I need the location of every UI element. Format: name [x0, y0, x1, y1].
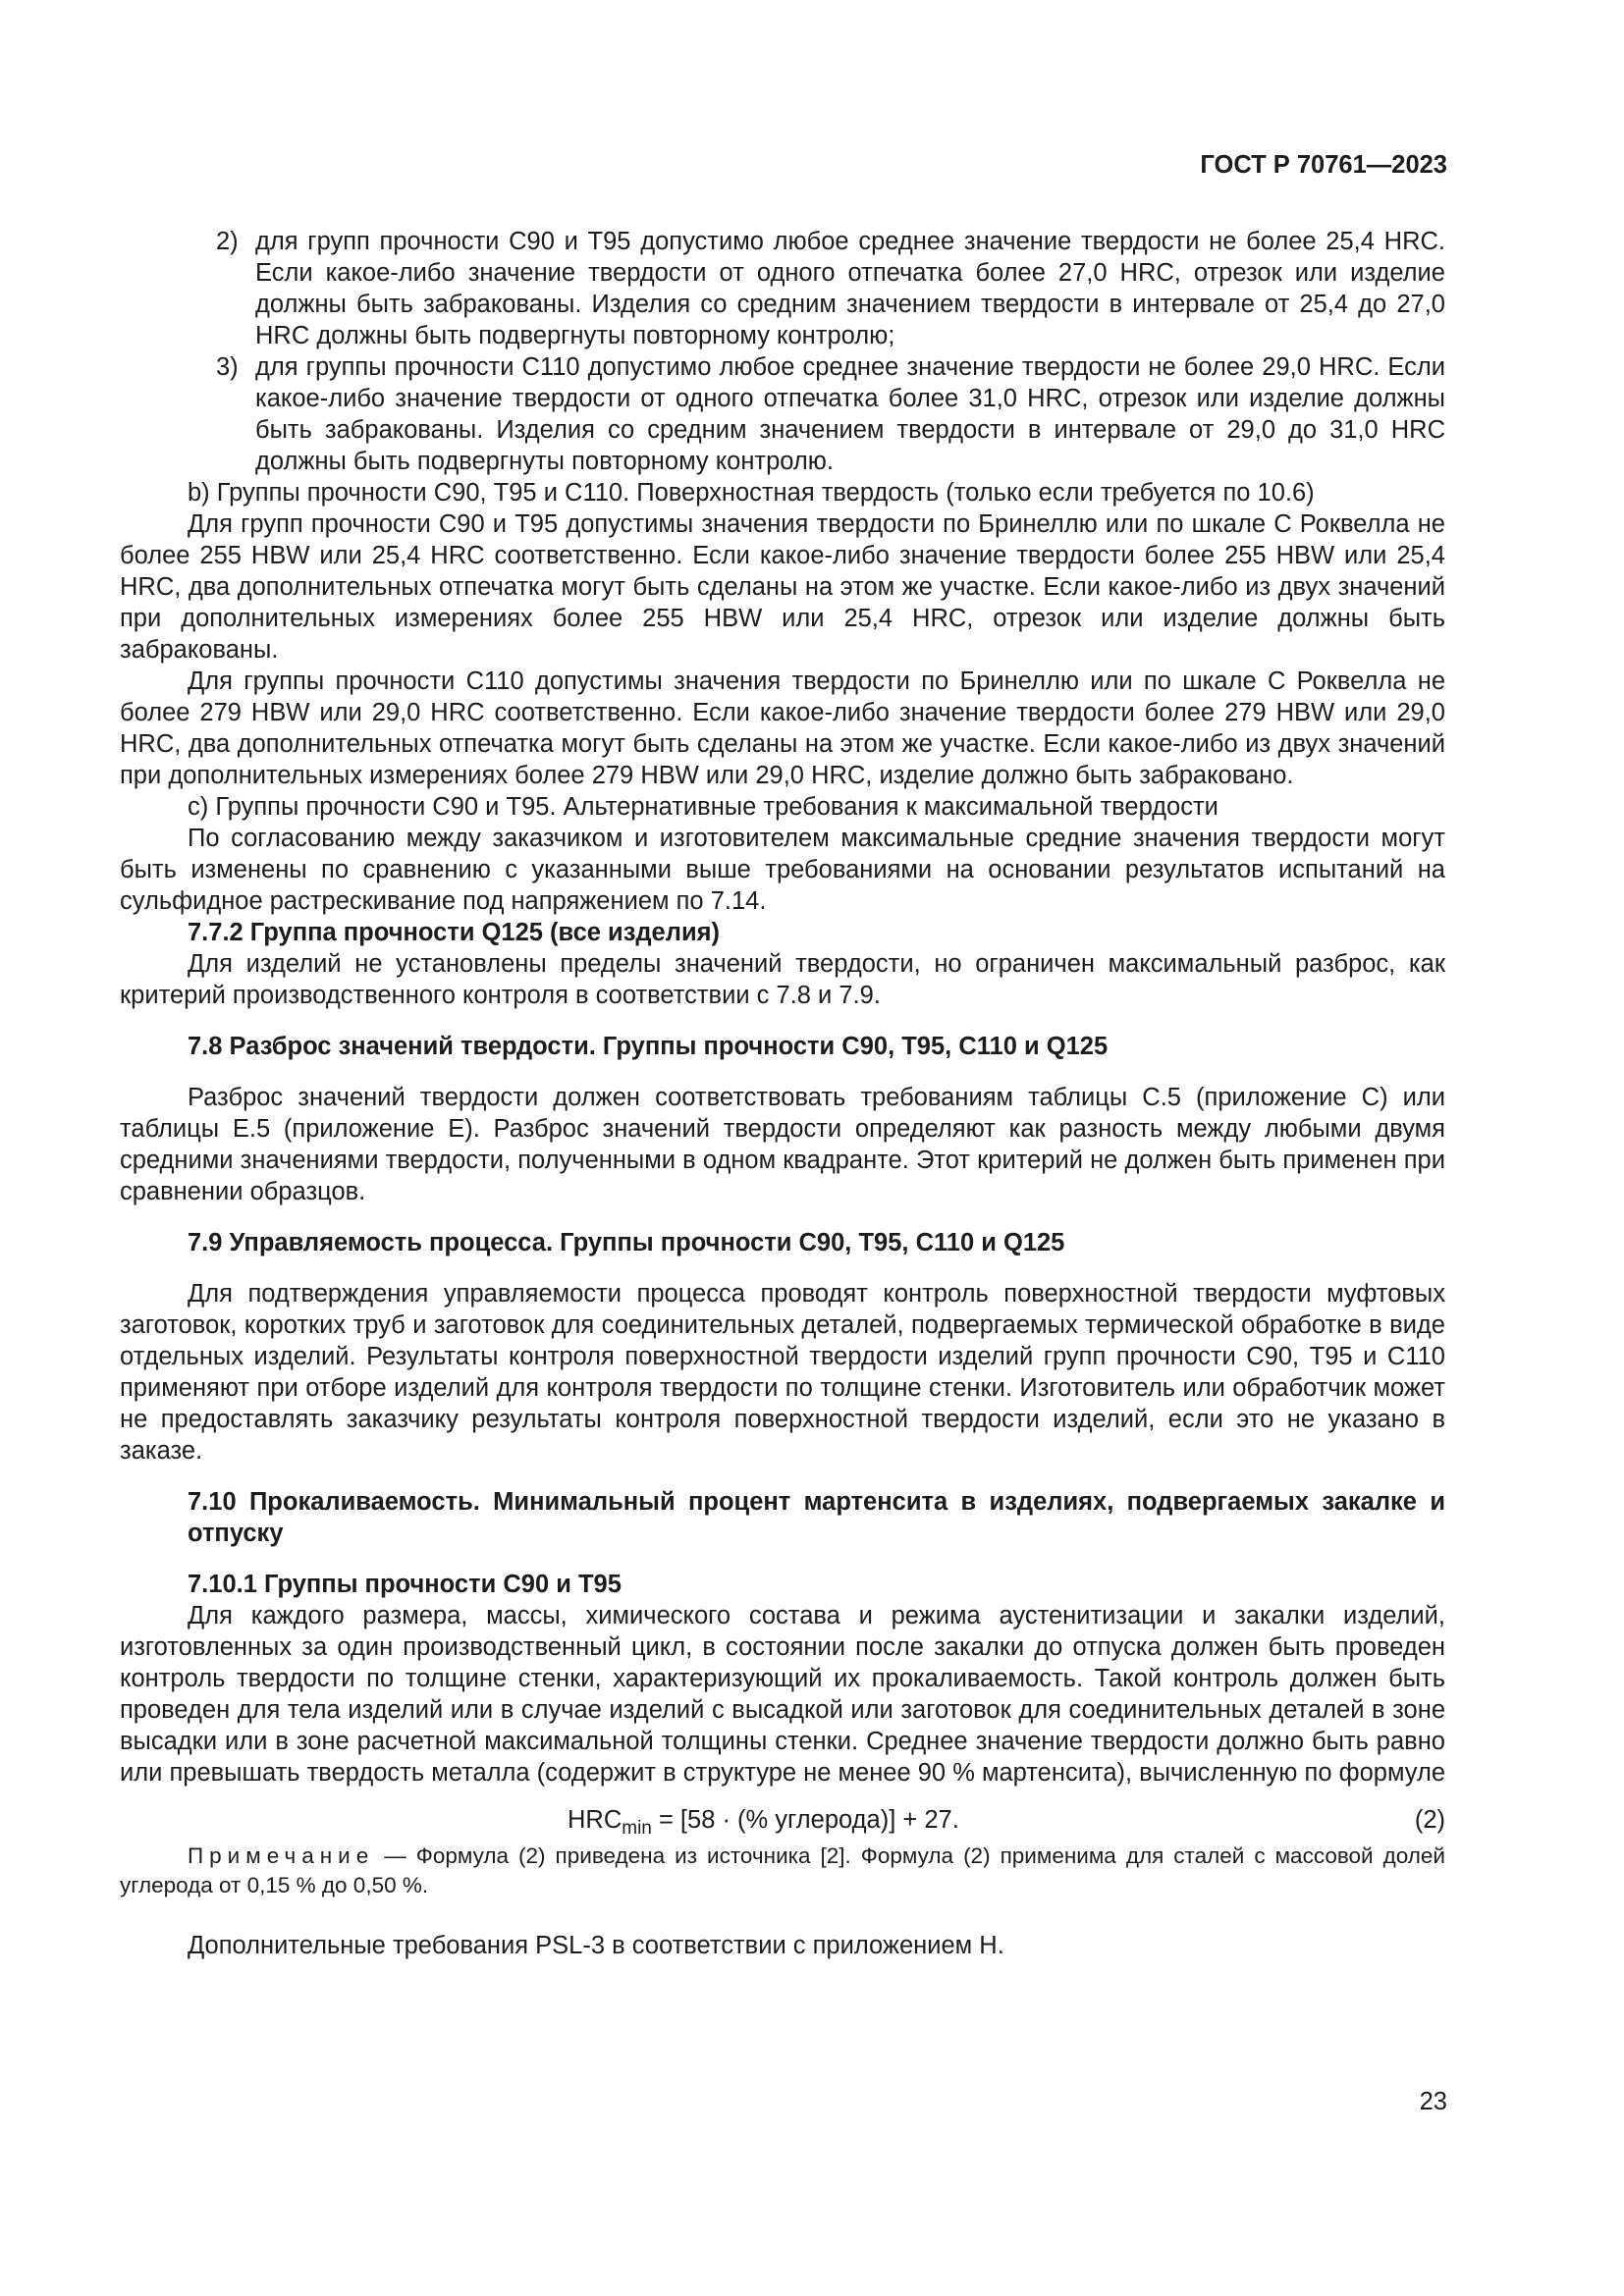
formula-subscript: min [622, 1818, 652, 1839]
paragraph-b1: Для групп прочности С90 и Т95 допустимы значения твердости по Бринеллю или по шкале С Роквелла не более 255 HBW или 25,4 HRC соответственно. Если какое-либо значение твердости более 255 HBW или 25,4 HRC, два дополнительных отпечатка могут быть сделаны на этом же участке. Если какое-либо из двух значений при дополнительных измерениях более 255 HBW или 25,4 HRC, отрезок или изделие должны быть забракованы. [120, 510, 1445, 664]
note-text: — Формула (2) приведена из источника [2]. Формула (2) применима для сталей с массовой долей углерода от 0,15 % до 0,50 %. [120, 1843, 1445, 1897]
list-item [120, 226, 1445, 351]
page-number: 23 [1419, 2088, 1447, 2115]
section-heading-7-10-1: 7.10.1 Группы прочности С90 и Т95 [188, 1571, 622, 1598]
paragraph-7-10-1: Для каждого размера, массы, химического состава и режима аустенитизации и закалки изделий, изготовленных за один производственный цикл, в состоянии после закалки до отпуска должен быть проведен контроль твердости по толщине стенки, характеризующий их прокаливаемость. Такой контроль должен быть проведен для тела изделий или в случае изделий с высадкой или заготовок для соединительных деталей в зоне высадки или в зоне расчетной максимальной толщины стенки. Среднее значение твердости должно быть равно или превышать твердость металла (содержит в структуре не менее 90 % мартенсита), вычисленную по формуле [120, 1602, 1446, 1787]
formula-lhs: HRC [568, 1806, 623, 1834]
paragraph-b2: Для группы прочности С110 допустимы значения твердости по Бринеллю или по шкале С Роквелла не более 279 HBW или 29,0 HRC соответственно. Если какое-либо значение твердости более 279 HBW или 29,0 HRC, два дополнительных отпечатка могут быть сделаны на этом же участке. Если какое-либо из двух значений при дополнительных измерениях более 279 HBW или 29,0 HRC, изделие должно быть забраковано. [120, 667, 1445, 789]
paragraph-7-9: Для подтверждения управляемости процесса проводят контроль поверхностной твердости муфтовых заготовок, коротких труб и заготовок для соединительных деталей, подвергаемых термической обработке в виде отдельных изделий. Результаты контроля поверхностной твердости изделий групп прочности С90, Т95 и С110 применяют при отборе изделий для контроля твердости по толщине стенки. Изготовитель или обработчик может не предоставлять заказчику результаты контроля поверхностной твердости изделий, если это не указано в заказе. [120, 1280, 1445, 1465]
note [120, 1842, 1445, 1900]
document-header: ГОСТ Р 70761—2023 [1200, 151, 1447, 179]
paragraph-7-7-2: Для изделий не установлены пределы значений твердости, но ограничен максимальный разброс, как критерий производственного контроля в соответствии с 7.8 и 7.9. [120, 950, 1445, 1009]
subitem-c-heading: c) Группы прочности С90 и Т95. Альтернативные требования к максимальной твердости [188, 793, 1218, 821]
formula-number: (2) [1414, 1806, 1445, 1834]
section-heading-7-8: 7.8 Разброс значений твердости. Группы прочности С90, Т95, С110 и Q125 [188, 1033, 1109, 1060]
section-heading-7-9: 7.9 Управляемость процесса. Группы прочности С90, Т95, С110 и Q125 [188, 1229, 1065, 1256]
list-item-text: для группы прочности С110 допустимо любое среднее значение твердости не более 29,0 HRC. Если какое-либо значение твердости от одного отпечатка более 31,0 HRC, отрезок или изделие должны быть забракованы. Изделия со средним значением твердости в интервале от 29,0 до 31,0 HRC должны быть подвергнуты повторному контролю. [255, 353, 1445, 475]
document-body [120, 226, 1445, 1961]
list-item-number: 2) [216, 228, 239, 255]
paragraph-7-8: Разброс значений твердости должен соответствовать требованиям таблицы С.5 (приложение С) или таблицы Е.5 (приложение Е). Разброс значений твердости определяют как разность между любыми двумя средними значениями твердости, полученными в одном квадранте. Этот критерий не должен быть применен при сравнении образцов. [120, 1084, 1445, 1205]
note-label: Примечание [188, 1843, 375, 1868]
list-item-number: 3) [216, 353, 239, 381]
formula-row [120, 1798, 1445, 1842]
list-item-text: для групп прочности С90 и Т95 допустимо любое среднее значение твердости не более 25,4 HRC. Если какое-либо значение твердости от одного отпечатка более 27,0 HRC, отрезок или изделие должны быть забракованы. Изделия со средним значением твердости в интервале от 25,4 до 27,0 HRC должны быть подвергнуты повторному контролю; [255, 228, 1445, 349]
subitem-b-heading: b) Группы прочности С90, Т95 и С110. Поверхностная твердость (только если требуется по 10.6) [188, 479, 1315, 507]
paragraph-psl3: Дополнительные требования PSL-3 в соответствии с приложением Н. [188, 1932, 1004, 1959]
formula [568, 1804, 959, 1839]
paragraph-c1: По согласованию между заказчиком и изготовителем максимальные средние значения твердости могут быть изменены по сравнению с указанными выше требованиями на основании результатов испытаний на сульфидное растрескивание под напряжением по 7.14. [120, 825, 1445, 915]
section-heading-7-7-2: 7.7.2 Группа прочности Q125 (все изделия) [188, 919, 720, 946]
list-item [120, 351, 1445, 477]
section-heading-7-10: 7.10 Прокаливаемость. Минимальный процент мартенсита в изделиях, подвергаемых закалке и отпуску [188, 1488, 1445, 1547]
formula-rhs: = [58 · (% углерода)] + 27. [651, 1806, 959, 1834]
